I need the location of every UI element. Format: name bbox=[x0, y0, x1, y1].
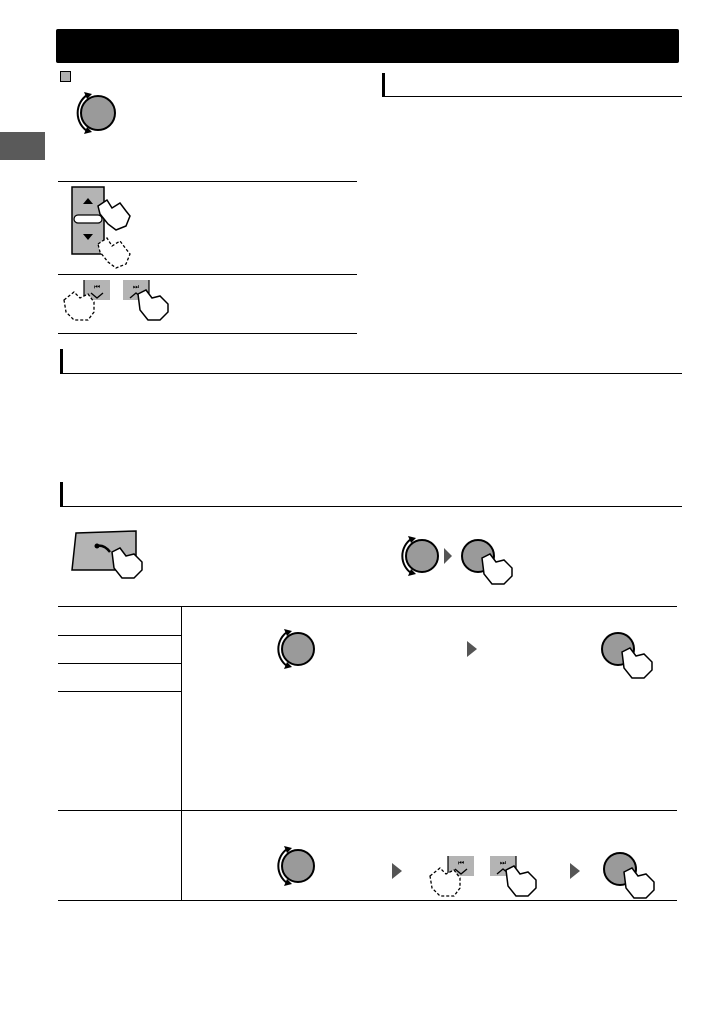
divider bbox=[58, 181, 357, 182]
up-down-keys-icon bbox=[68, 186, 138, 270]
skip-back-forward-keys-icon bbox=[428, 854, 543, 898]
section-heading bbox=[60, 482, 682, 507]
press-knob-icon bbox=[598, 630, 658, 680]
svg-text:⏮: ⏮ bbox=[93, 283, 101, 291]
step-arrow-icon bbox=[568, 862, 582, 880]
section-heading bbox=[60, 349, 682, 374]
divider bbox=[58, 274, 357, 275]
section-tab bbox=[0, 132, 45, 160]
table-rule bbox=[58, 606, 677, 607]
skip-back-forward-keys-icon bbox=[60, 278, 175, 322]
rotate-knob-icon bbox=[272, 626, 322, 674]
svg-text:⏭: ⏭ bbox=[499, 859, 507, 867]
phone-button-icon bbox=[70, 528, 150, 580]
table-rule bbox=[58, 900, 677, 901]
press-knob-icon bbox=[600, 850, 660, 900]
hand-pointer-dashed-icon bbox=[98, 238, 130, 268]
table-rule bbox=[58, 635, 181, 636]
svg-text:⏮: ⏮ bbox=[457, 859, 465, 867]
table-column-rule bbox=[181, 606, 182, 900]
table-rule bbox=[58, 663, 181, 664]
table-rule bbox=[58, 810, 677, 811]
divider bbox=[58, 333, 357, 334]
step-arrow-icon bbox=[390, 862, 404, 880]
step-arrow-icon bbox=[465, 640, 479, 658]
section-heading bbox=[382, 73, 682, 97]
rotate-then-press-icon bbox=[396, 532, 526, 584]
page-title-bar bbox=[56, 29, 679, 63]
rotate-knob-icon bbox=[68, 86, 124, 140]
table-rule bbox=[58, 691, 181, 692]
rotate-knob-icon bbox=[272, 843, 322, 891]
subsection-marker bbox=[60, 71, 71, 82]
svg-text:⏭: ⏭ bbox=[132, 283, 140, 291]
